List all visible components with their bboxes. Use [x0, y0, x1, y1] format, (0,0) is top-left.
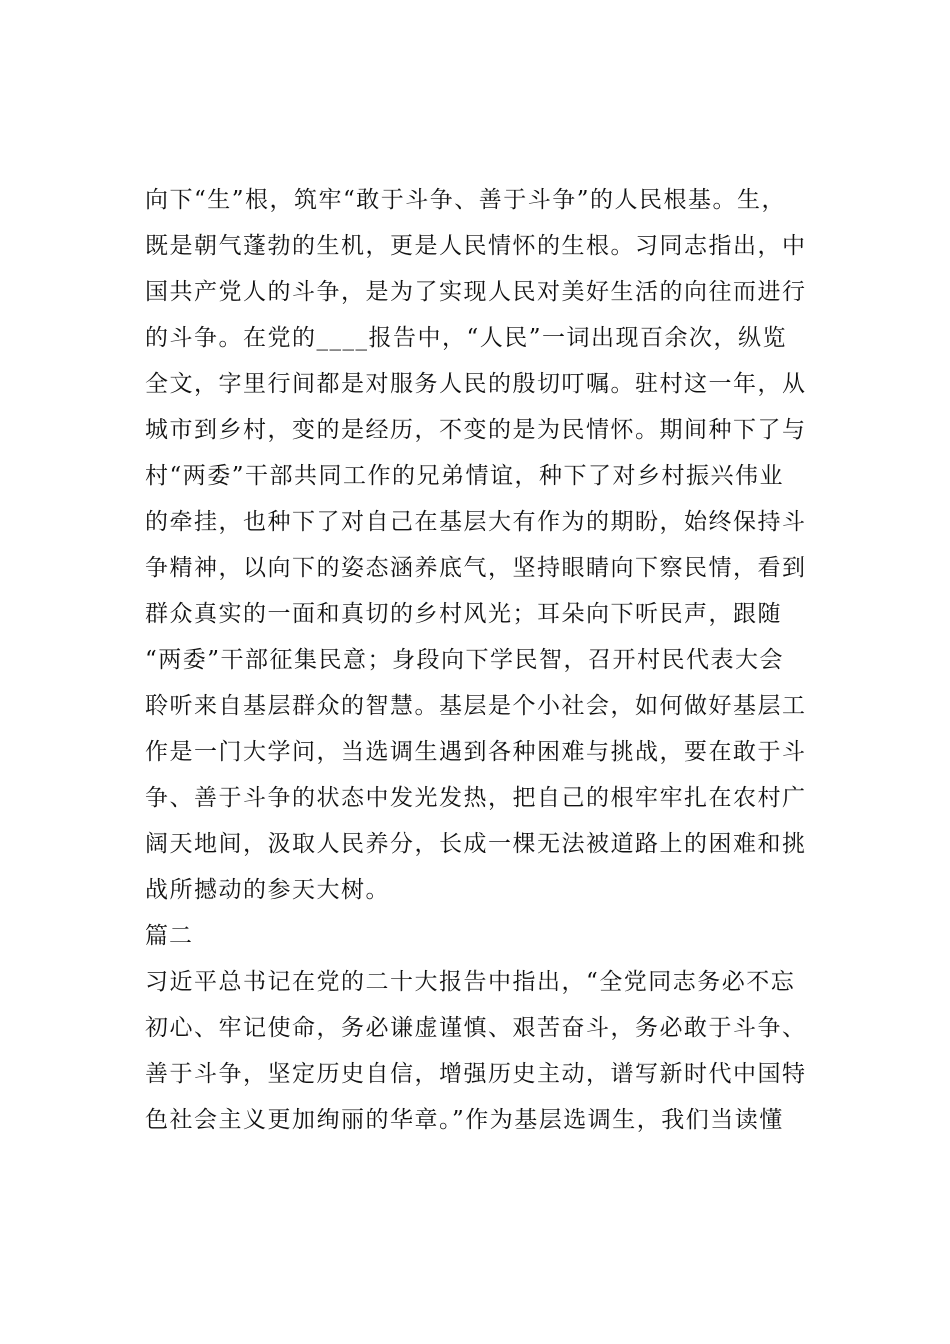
text-line: 初心、牢记使命，务必谦虚谨慎、艰苦奋斗，务必敢于斗争、: [145, 1015, 807, 1041]
text-line: 作是一门大学问，当选调生遇到各种困难与挑战，要在敢于斗: [145, 739, 807, 765]
text-line: 聆听来自基层群众的智慧。基层是个小社会，如何做好基层工: [145, 693, 807, 719]
text-line: 向下“生”根，筑牢“敢于斗争、善于斗争”的人民根基。生，: [145, 187, 787, 213]
text-line: 群众真实的一面和真切的乡村风光；耳朵向下听民声，跟随: [145, 601, 782, 627]
text-line: “两委”干部征集民意；身段向下学民智，召开村民代表大会: [145, 647, 785, 673]
text-line: 争、善于斗争的状态中发光发热，把自己的根牢牢扎在农村广: [145, 785, 807, 811]
text-line: 村“两委”干部共同工作的兄弟情谊，种下了对乡村振兴伟业: [145, 463, 785, 489]
text-line: 全文，字里行间都是对服务人民的殷切叮嘱。驻村这一年，从: [145, 371, 807, 397]
text-line: 色社会主义更加绚丽的华章。”作为基层选调生，我们当读懂: [145, 1107, 784, 1133]
section-heading: 篇二: [145, 923, 193, 949]
text-line: 善于斗争，坚定历史自信，增强历史主动，谱写新时代中国特: [145, 1061, 807, 1087]
text-line: 的斗争。在党的____报告中，“人民”一词出现百余次，纵览: [145, 325, 788, 351]
body-text: [145, 177, 835, 1143]
text-line: 既是朝气蓬勃的生机，更是人民情怀的生根。习同志指出，中: [145, 233, 807, 259]
text-line: 城市到乡村，变的是经历，不变的是为民情怀。期间种下了与: [145, 417, 807, 443]
text-line: 国共产党人的斗争，是为了实现人民对美好生活的向往而进行: [145, 279, 807, 305]
text-line: 阔天地间，汲取人民养分，长成一棵无法被道路上的困难和挑: [145, 831, 807, 857]
text-line: 战所撼动的参天大树。: [145, 877, 390, 903]
text-line: 的牵挂，也种下了对自己在基层大有作为的期盼，始终保持斗: [145, 509, 807, 535]
text-line: 习近平总书记在党的二十大报告中指出，“全党同志务必不忘: [145, 969, 796, 995]
text-line: 争精神，以向下的姿态涵养底气，坚持眼睛向下察民情，看到: [145, 555, 807, 581]
